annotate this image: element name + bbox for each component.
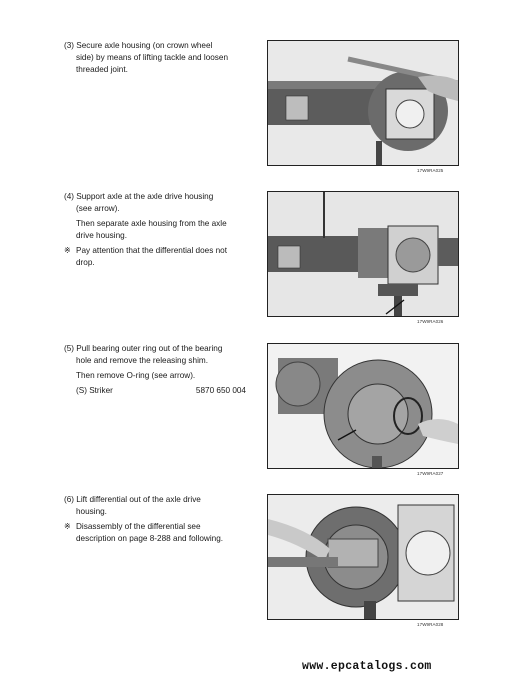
step-5 <box>64 343 246 397</box>
tool-label: (S) Striker <box>76 386 113 395</box>
step-6-note: ※ Disassembly of the differential see description on page 8-288 and following. <box>64 522 224 543</box>
step-6-image-code: 17W9RA028 <box>417 622 444 627</box>
step-6 <box>64 494 246 545</box>
step-6-text: (6) Lift differential out of the axle drive housing. <box>64 495 201 516</box>
step-3-text: (3) Secure axle housing (on crown wheel side) by means of lifting tackle and loosen threaded joint. <box>64 41 229 74</box>
tool-number: 5870 650 004 <box>195 386 246 395</box>
step-6-photo <box>267 494 459 620</box>
step-4-text: (4) Support axle at the axle drive housing (see arrow). <box>64 192 214 213</box>
step-4-image-code: 17W9RA026 <box>417 319 444 324</box>
step-4-photo <box>267 191 459 317</box>
step-3-photo <box>267 40 459 166</box>
step-5-tool-spec <box>64 385 246 397</box>
step-3-image-code: 17W9RA025 <box>417 168 444 173</box>
step-3 <box>64 40 246 79</box>
step-5-subtext: Then remove O-ring (see arrow). <box>76 371 196 380</box>
step-5-photo <box>267 343 459 469</box>
step-4-subtext: Then separate axle housing from the axle drive housing. <box>76 219 227 240</box>
note-mark-icon: ※ <box>64 246 71 255</box>
note-mark-icon: ※ <box>64 522 71 531</box>
footer-url[interactable]: www.epcatalogs.com <box>302 660 432 673</box>
step-5-text: (5) Pull bearing outer ring out of the bearing hole and remove the releasing shim. <box>64 344 223 365</box>
step-5-image-code: 17W9RA027 <box>417 471 444 476</box>
step-4 <box>64 191 246 269</box>
step-4-note: ※ Pay attention that the differential does not drop. <box>64 246 227 267</box>
